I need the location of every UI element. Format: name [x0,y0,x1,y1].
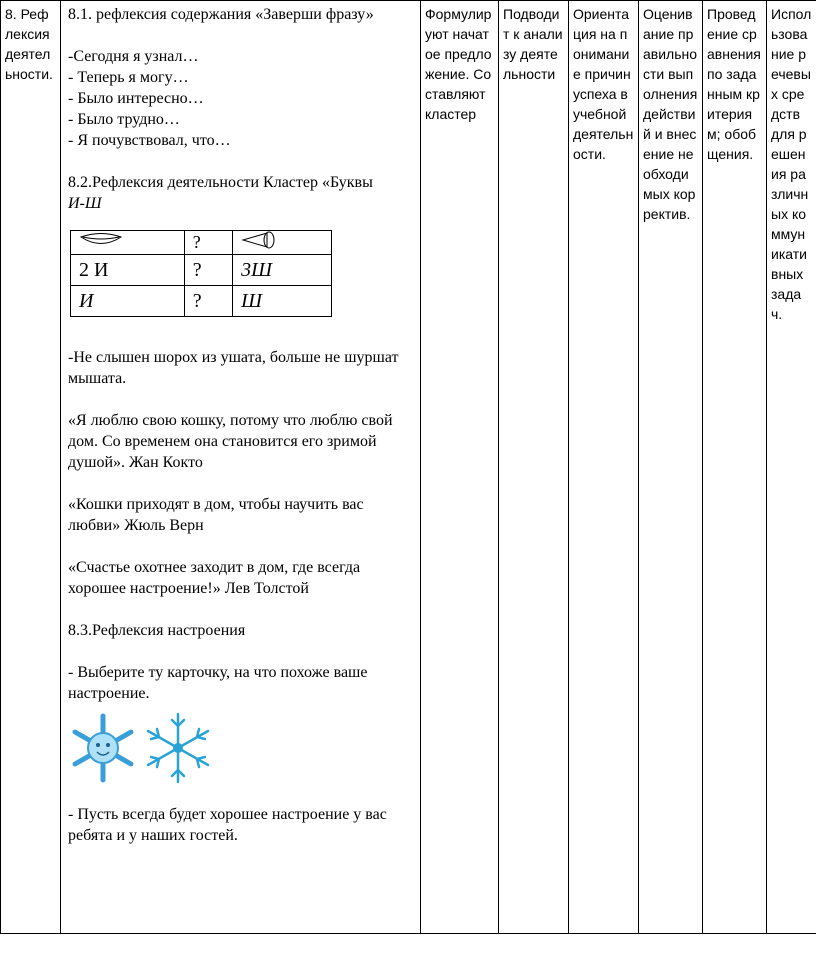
phrase-2: - Теперь я могу… [68,69,189,86]
personal-ud-cell: Ориентация на понимание причин успеха в учебной деятельности. [568,0,638,934]
stage-text: 8. Рефлексия деятельности. [5,6,53,82]
closing-wish: - Пусть всегда будет хорошее настроение у вас ребята и у наших гостей. [68,806,387,844]
mood-instruction: - Выберите ту карточку, на что похоже ваше настроение. [68,664,368,702]
quote-cocteau: «Я люблю свою кошку, потому что люблю свой дом. Со временем она становится его зримой душой». Жан Кокто [68,412,393,471]
cluster-heading: 8.2.Рефлексия деятельности Кластер «Буквы И-Ш [68,174,373,212]
cluster-cell-r3c3: Ш [233,286,332,317]
content-cell [60,0,420,934]
students-activity-cell: Формулируют начатое предложение. Составляют кластер [420,0,498,934]
reflection-content-heading: 8.1. рефлексия содержания «Заверши фразу» [68,6,374,23]
phrase-3: - Было интересно… [68,90,204,107]
phrase-1: -Сегодня я узнал… [68,48,199,65]
communicative-ud-cell: Использование речевых средств для решения различных коммуникативных задач. [766,0,816,934]
cluster-cell-r1c2: ? [184,231,232,255]
teacher-activity-cell: Подводит к анализу деятельности [498,0,568,934]
cluster-cell-r2c2: ? [184,255,232,286]
regulative-ud-cell: Оценивание правильности выполнения действий и внесение необходимых корректив. [638,0,702,934]
quote-tolstoy: «Счастье охотнее заходит в дом, где всегда хорошее настроение!» Лев Толстой [68,559,361,597]
tongue-twister: -Не слышен шорох из ушата, больше не шуршат мышата. [68,349,399,387]
cognitive-ud-cell: Проведение сравнения по заданным критериям; обобщения. [702,0,766,934]
happy-snowflake-icon [68,710,138,786]
phrase-4: - Было трудно… [68,111,180,128]
cluster-cell-r3c1: И [71,286,185,317]
ear-icon [233,231,332,255]
snowflake-icon [142,710,214,786]
cluster-cell-r2c1: 2 И [71,255,185,286]
lips-icon [71,231,185,255]
quote-verne: «Кошки приходят в дом, чтобы научить вас любви» Жюль Верн [68,496,364,534]
stage-cell [0,0,60,934]
cluster-cell-r2c3: 3Ш [233,255,332,286]
cluster-table [70,230,332,317]
phrase-5: - Я почувствовал, что… [68,132,231,149]
mood-heading: 8.3.Рефлексия настроения [68,622,246,639]
cluster-cell-r3c2: ? [184,286,232,317]
